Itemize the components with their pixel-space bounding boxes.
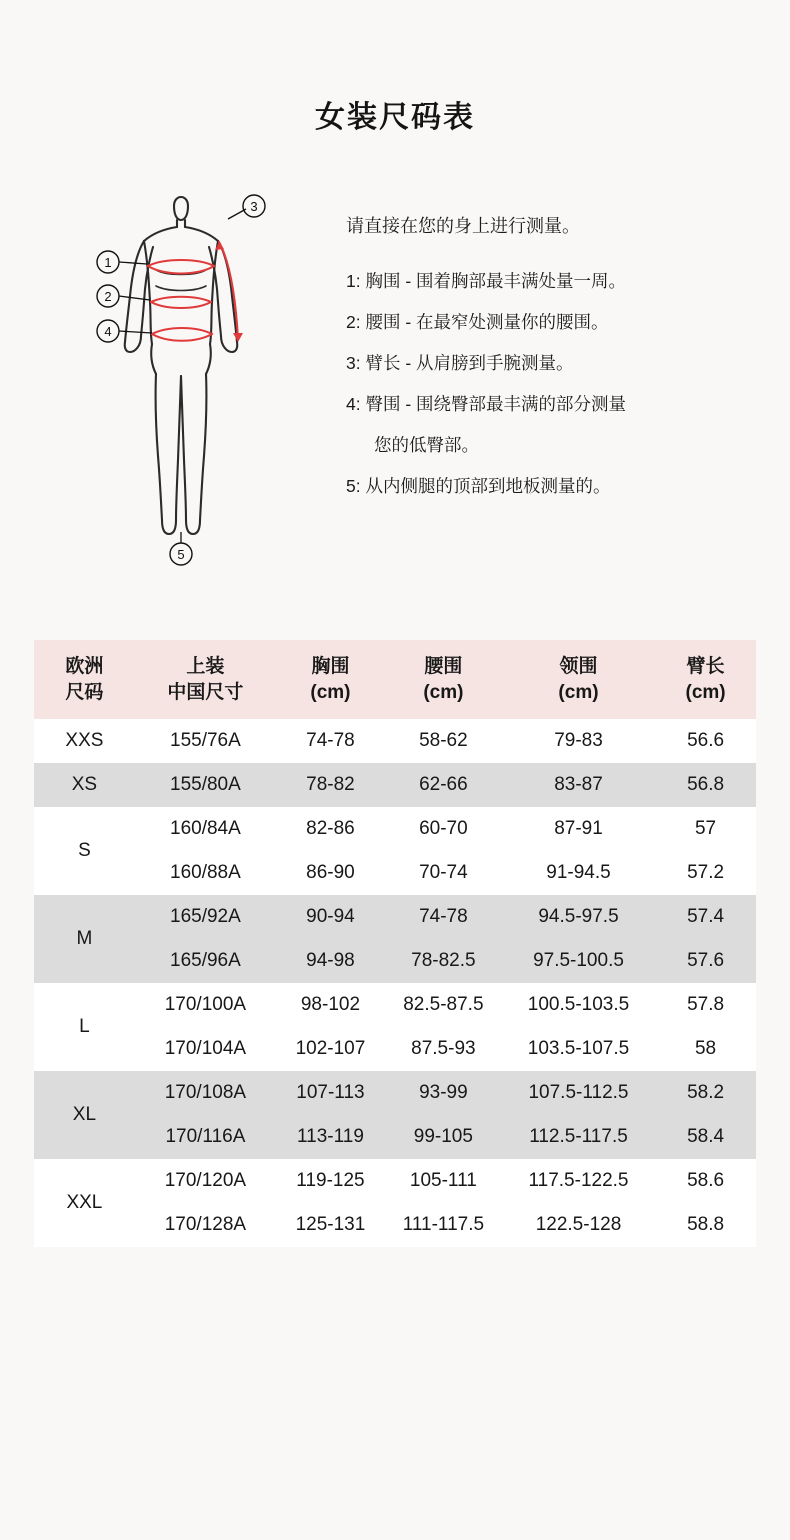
- cell-bust: 78-82: [276, 763, 385, 807]
- cell-waist: 99-105: [385, 1115, 502, 1159]
- cell-cn-size: 170/100A: [135, 983, 276, 1027]
- cell-arm-length: 58: [655, 1027, 756, 1071]
- cell-cn-size: 170/104A: [135, 1027, 276, 1071]
- marker-2-label: 2: [104, 289, 112, 304]
- cell-cn-size: 160/84A: [135, 807, 276, 851]
- cell-cn-size: 170/116A: [135, 1115, 276, 1159]
- cell-neck: 87-91: [502, 807, 655, 851]
- cell-neck: 103.5-107.5: [502, 1027, 655, 1071]
- cell-cn-size: 155/80A: [135, 763, 276, 807]
- cell-arm-length: 56.8: [655, 763, 756, 807]
- cell-waist: 70-74: [385, 851, 502, 895]
- cell-waist: 93-99: [385, 1071, 502, 1115]
- cell-eu-size: S: [34, 807, 135, 895]
- cell-waist: 78-82.5: [385, 939, 502, 983]
- cell-neck: 83-87: [502, 763, 655, 807]
- cell-arm-length: 58.4: [655, 1115, 756, 1159]
- cell-waist: 111-117.5: [385, 1203, 502, 1247]
- cell-neck: 107.5-112.5: [502, 1071, 655, 1115]
- cell-bust: 125-131: [276, 1203, 385, 1247]
- table-header: [34, 640, 756, 719]
- cell-bust: 94-98: [276, 939, 385, 983]
- body-measure-diagram: [56, 184, 346, 584]
- column-header-bust: 胸围 (cm): [276, 640, 385, 719]
- diagram-and-instructions: [0, 184, 790, 584]
- cell-neck: 117.5-122.5: [502, 1159, 655, 1203]
- instruction-line-5: 5: 从内侧腿的顶部到地板测量的。: [346, 475, 611, 496]
- cell-neck: 79-83: [502, 719, 655, 763]
- cell-eu-size: L: [34, 983, 135, 1071]
- table-row: [34, 1159, 756, 1203]
- cell-bust: 74-78: [276, 719, 385, 763]
- marker-5-label: 5: [177, 547, 185, 562]
- table-row: [34, 807, 756, 851]
- cell-arm-length: 58.2: [655, 1071, 756, 1115]
- cell-cn-size: 170/128A: [135, 1203, 276, 1247]
- table-header-row: [34, 640, 756, 719]
- table-row: [34, 983, 756, 1027]
- cell-neck: 94.5-97.5: [502, 895, 655, 939]
- cell-arm-length: 58.8: [655, 1203, 756, 1247]
- cell-eu-size: M: [34, 895, 135, 983]
- cell-neck: 112.5-117.5: [502, 1115, 655, 1159]
- column-header-arm-length: 臂长 (cm): [655, 640, 756, 719]
- cell-cn-size: 160/88A: [135, 851, 276, 895]
- cell-arm-length: 57.6: [655, 939, 756, 983]
- column-header-cn-size: 上装 中国尺寸: [135, 640, 276, 719]
- marker-3-label: 3: [250, 199, 258, 214]
- cell-waist: 82.5-87.5: [385, 983, 502, 1027]
- cell-bust: 86-90: [276, 851, 385, 895]
- cell-waist: 60-70: [385, 807, 502, 851]
- cell-neck: 100.5-103.5: [502, 983, 655, 1027]
- instruction-line-4-cont: 您的低臀部。: [374, 434, 479, 455]
- table-row: [34, 719, 756, 763]
- cell-eu-size: XXL: [34, 1159, 135, 1247]
- female-body-figure-icon: [56, 184, 346, 584]
- cell-waist: 87.5-93: [385, 1027, 502, 1071]
- cell-waist: 62-66: [385, 763, 502, 807]
- table-row: [34, 939, 756, 983]
- table-body: [34, 719, 756, 1247]
- cell-cn-size: 165/92A: [135, 895, 276, 939]
- cell-arm-length: 57.2: [655, 851, 756, 895]
- cell-waist: 74-78: [385, 895, 502, 939]
- cell-eu-size: XXS: [34, 719, 135, 763]
- cell-arm-length: 57: [655, 807, 756, 851]
- cell-waist: 105-111: [385, 1159, 502, 1203]
- table-row: [34, 1071, 756, 1115]
- table-row: [34, 851, 756, 895]
- cell-cn-size: 155/76A: [135, 719, 276, 763]
- cell-cn-size: 165/96A: [135, 939, 276, 983]
- cell-cn-size: 170/120A: [135, 1159, 276, 1203]
- cell-bust: 98-102: [276, 983, 385, 1027]
- marker-4-label: 4: [104, 324, 112, 339]
- cell-eu-size: XL: [34, 1071, 135, 1159]
- cell-arm-length: 56.6: [655, 719, 756, 763]
- table-row: [34, 1203, 756, 1247]
- cell-eu-size: XS: [34, 763, 135, 807]
- column-header-waist: 腰围 (cm): [385, 640, 502, 719]
- column-header-eu-size: 欧洲 尺码: [34, 640, 135, 719]
- cell-arm-length: 57.4: [655, 895, 756, 939]
- cell-cn-size: 170/108A: [135, 1071, 276, 1115]
- cell-arm-length: 57.8: [655, 983, 756, 1027]
- table-row: [34, 895, 756, 939]
- cell-bust: 90-94: [276, 895, 385, 939]
- measurement-instructions: [346, 184, 790, 513]
- instruction-line-1: 1: 胸围 - 围着胸部最丰满处量一周。: [346, 270, 627, 291]
- column-header-neck: 领围 (cm): [502, 640, 655, 719]
- cell-neck: 122.5-128: [502, 1203, 655, 1247]
- cell-bust: 107-113: [276, 1071, 385, 1115]
- cell-bust: 82-86: [276, 807, 385, 851]
- cell-neck: 97.5-100.5: [502, 939, 655, 983]
- instruction-line-3: 3: 臂长 - 从肩膀到手腕测量。: [346, 352, 574, 373]
- cell-bust: 113-119: [276, 1115, 385, 1159]
- table-row: [34, 1027, 756, 1071]
- table-row: [34, 1115, 756, 1159]
- cell-bust: 119-125: [276, 1159, 385, 1203]
- instruction-line-4: 4: 臀围 - 围绕臀部最丰满的部分测量: [346, 393, 627, 414]
- page-title: 女装尺码表: [315, 101, 475, 134]
- marker-1-label: 1: [104, 255, 112, 270]
- instruction-line-2: 2: 腰围 - 在最窄处测量你的腰围。: [346, 311, 609, 332]
- instruction-intro: 请直接在您的身上进行测量。: [346, 216, 580, 236]
- cell-neck: 91-94.5: [502, 851, 655, 895]
- cell-arm-length: 58.6: [655, 1159, 756, 1203]
- size-table: [34, 640, 756, 1247]
- cell-bust: 102-107: [276, 1027, 385, 1071]
- cell-waist: 58-62: [385, 719, 502, 763]
- table-row: [34, 763, 756, 807]
